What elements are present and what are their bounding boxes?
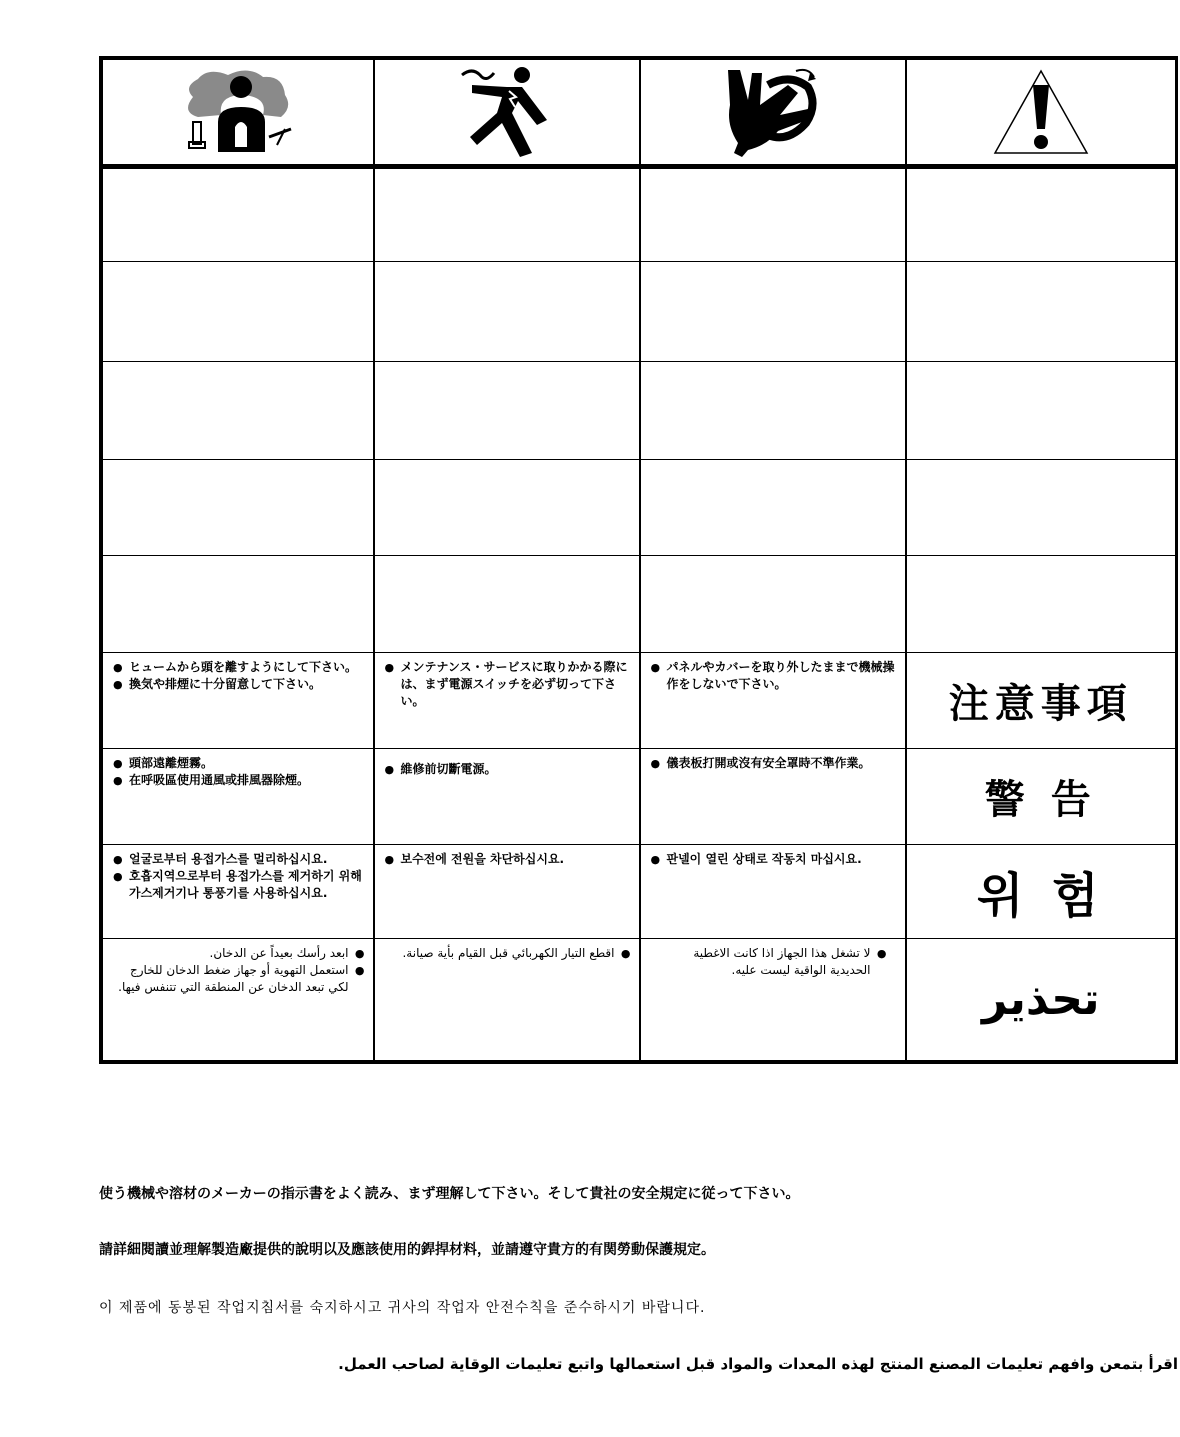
chinese-title: 警 告 (906, 749, 1176, 845)
korean-col1 (103, 845, 374, 939)
korean-title: 위 험 (906, 845, 1176, 939)
chinese-col1 (103, 749, 374, 845)
list-item: ● メンテナンス・サービスに取りかかる際には、まず電源スイッチを必ず切って下さい。 (385, 659, 631, 710)
icon-cell-fumes (103, 60, 374, 167)
chinese-col2 (374, 749, 640, 845)
japanese-row (103, 653, 1176, 749)
japanese-col3 (640, 653, 906, 749)
icon-row (103, 60, 1176, 167)
icon-cell-hand (640, 60, 906, 167)
list-item: ● 호흡지역으로부터 용접가스를 제거하기 위해 가스제거기나 통풍기를 사용하십시요. (113, 868, 365, 902)
warning-triangle-icon (991, 67, 1091, 157)
list-item: ● ابعد رأسك بعيداً عن الدخان. (113, 945, 365, 962)
list-item: ● استعمل التهوية أو جهاز ضغط الدخان للخارج لكي تبعد الدخان عن المنطقة التي تتنفس فيها. (113, 962, 365, 996)
footer-korean: 이 제품에 동봉된 작업지침서를 숙지하시고 귀사의 작업자 안전수칙을 준수하시기 바랍니다. (99, 1300, 706, 1316)
list-item: ● 換気や排煙に十分留意して下さい。 (113, 676, 365, 693)
list-item: ● ヒュームから頭を離すようにして下さい。 (113, 659, 365, 676)
japanese-title: 注意事項 (906, 653, 1176, 749)
footer-japanese: 使う機械や溶材のメーカーの指示書をよく読み、まず理解して下さい。そして貴社の安全規定に従って下さい。 (99, 1186, 800, 1202)
arabic-row (103, 939, 1176, 1061)
blank-row-1 (103, 167, 1176, 262)
safety-warning-table (99, 56, 1178, 1064)
electric-shock-icon (452, 65, 562, 160)
list-item: ● 頭部遠離煙霧。 (113, 755, 365, 772)
footer-chinese: 請詳細閱讀並理解製造廠提供的說明以及應該使用的銲捍材料，並請遵守貴方的有関勞動保護規定。 (99, 1242, 715, 1258)
warning-grid (102, 59, 1176, 1061)
list-item: ● 판넬이 열린 상태로 작동치 마십시요. (651, 851, 897, 868)
list-item: ● لا تشغل هذا الجهاز اذا كانت الاغطية الحديدية الواقية ليست عليه. (651, 945, 887, 979)
arabic-col3 (640, 939, 906, 1061)
korean-row (103, 845, 1176, 939)
arabic-title: تحذير (906, 939, 1176, 1061)
list-item: ● 維修前切斷電源。 (385, 761, 631, 778)
japanese-col1 (103, 653, 374, 749)
arabic-col2 (374, 939, 640, 1061)
list-item: ● 보수전에 전원을 차단하십시요. (385, 851, 631, 868)
icon-cell-shock (374, 60, 640, 167)
hand-hazard-icon (718, 65, 828, 160)
fume-hazard-icon (173, 67, 303, 157)
list-item: ● 얼굴로부터 용접가스를 멀리하십시요. (113, 851, 365, 868)
footer-arabic: اقرأ بتمعن وافهم تعليمات المصنع المنتج لهذه المعدات والمواد قبل استعمالها واتبع تعليمات الوقاية لصاحب العمل. (338, 1355, 1178, 1373)
blank-row-2 (103, 262, 1176, 362)
korean-col2 (374, 845, 640, 939)
blank-row-3 (103, 362, 1176, 460)
list-item: ● 在呼吸區使用通風或排風器除煙。 (113, 772, 365, 789)
blank-row-4 (103, 460, 1176, 556)
chinese-row (103, 749, 1176, 845)
list-item: ● 儀表板打開或沒有安全罩時不準作業。 (651, 755, 897, 772)
list-item: ● اقطع التيار الكهربائي قبل القيام بأية صيانة. (385, 945, 631, 962)
japanese-col2 (374, 653, 640, 749)
arabic-col1 (103, 939, 374, 1061)
icon-cell-warning (906, 60, 1176, 167)
list-item: ● パネルやカバーを取り外したままで機械操作をしないで下さい。 (651, 659, 897, 693)
korean-col3 (640, 845, 906, 939)
blank-row-5 (103, 556, 1176, 653)
chinese-col3 (640, 749, 906, 845)
